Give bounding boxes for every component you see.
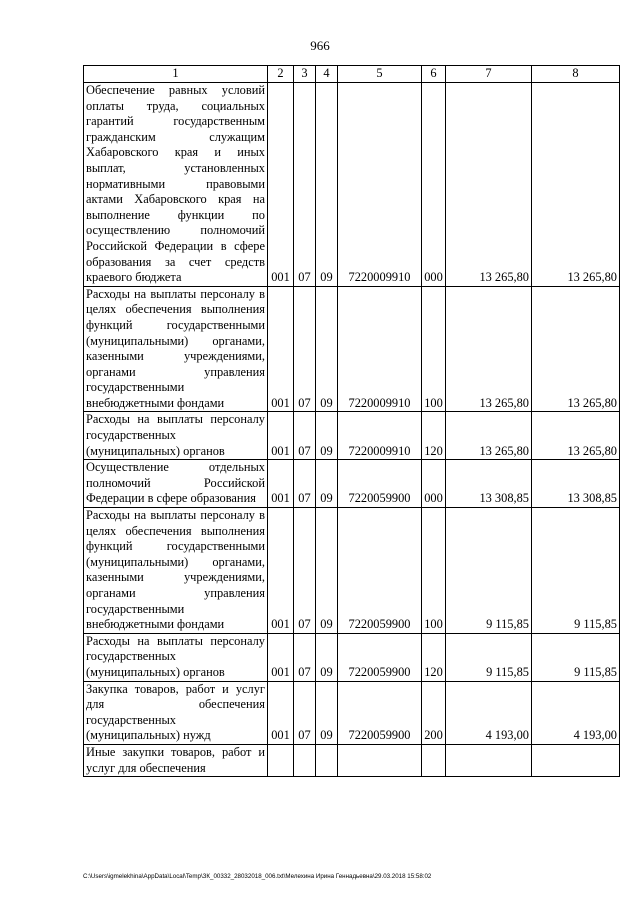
- row-code-3: 07: [294, 633, 316, 681]
- row-code-5: 7220059900: [338, 681, 422, 744]
- row-code-4: 09: [316, 412, 338, 460]
- footer-file-path: C:\Users\igmelekhina\AppData\Local\Temp\ЗК_00332_28032018_006.txt\Мелехина Ирина Геннадьевна\29.03.2018 15:58:02: [83, 873, 432, 880]
- page-number: 966: [310, 38, 330, 53]
- header-col-8: 8: [532, 66, 620, 83]
- row-code-4: 09: [316, 633, 338, 681]
- table-row: [84, 681, 620, 744]
- row-code-2: [268, 744, 294, 776]
- row-amount-7: 4 193,00: [446, 681, 532, 744]
- row-amount-8: 9 115,85: [532, 633, 620, 681]
- header-col-3: 3: [294, 66, 316, 83]
- row-code-2: 001: [268, 412, 294, 460]
- row-amount-8: [532, 744, 620, 776]
- row-name: Обеспечение равных условий оплаты труда, социальных гарантий государственным гражданским служащим Хабаровского края и иных выплат, установленных нормативными правовыми актами Хабаровского края на выполнение функции по осуществлению полномочий Российской Федерации в сфере образования за счет средств краевого бюджета: [84, 83, 268, 287]
- row-code-4: 09: [316, 681, 338, 744]
- row-amount-8: 13 308,85: [532, 460, 620, 508]
- row-code-6: [422, 744, 446, 776]
- table-row: [84, 633, 620, 681]
- header-row: [84, 66, 620, 83]
- table-row: [84, 744, 620, 776]
- row-code-6: 120: [422, 412, 446, 460]
- row-amount-7: 13 265,80: [446, 412, 532, 460]
- row-code-3: 07: [294, 460, 316, 508]
- row-code-3: 07: [294, 508, 316, 634]
- row-code-6: 120: [422, 633, 446, 681]
- row-code-2: 001: [268, 633, 294, 681]
- row-code-6: 100: [422, 286, 446, 412]
- table-row: [84, 508, 620, 634]
- row-code-6: 100: [422, 508, 446, 634]
- header-col-1: 1: [84, 66, 268, 83]
- row-code-6: 000: [422, 460, 446, 508]
- row-amount-7: 9 115,85: [446, 633, 532, 681]
- row-code-4: 09: [316, 83, 338, 287]
- header-col-7: 7: [446, 66, 532, 83]
- row-code-2: 001: [268, 681, 294, 744]
- row-amount-8: 4 193,00: [532, 681, 620, 744]
- header-col-4: 4: [316, 66, 338, 83]
- table-row: [84, 83, 620, 287]
- row-code-6: 200: [422, 681, 446, 744]
- row-code-2: 001: [268, 508, 294, 634]
- row-code-2: 001: [268, 286, 294, 412]
- row-code-3: 07: [294, 83, 316, 287]
- row-amount-7: 13 265,80: [446, 286, 532, 412]
- table-row: [84, 286, 620, 412]
- row-code-4: 09: [316, 508, 338, 634]
- row-amount-7: 13 265,80: [446, 83, 532, 287]
- row-code-3: 07: [294, 412, 316, 460]
- table-row: [84, 460, 620, 508]
- row-amount-8: 9 115,85: [532, 508, 620, 634]
- row-amount-8: 13 265,80: [532, 83, 620, 287]
- header-col-2: 2: [268, 66, 294, 83]
- row-amount-8: 13 265,80: [532, 286, 620, 412]
- row-code-4: 09: [316, 460, 338, 508]
- row-code-5: 7220059900: [338, 508, 422, 634]
- row-amount-7: 9 115,85: [446, 508, 532, 634]
- row-name: Закупка товаров, работ и услуг для обеспечения государственных (муниципальных) нужд: [84, 681, 268, 744]
- row-code-5: 7220059900: [338, 633, 422, 681]
- row-code-5: 7220059900: [338, 460, 422, 508]
- header-col-6: 6: [422, 66, 446, 83]
- row-code-2: 001: [268, 460, 294, 508]
- row-code-5: 7220009910: [338, 83, 422, 287]
- row-code-2: 001: [268, 83, 294, 287]
- row-name: Расходы на выплаты персоналу государственных (муниципальных) органов: [84, 412, 268, 460]
- row-name: Осуществление отдельных полномочий Российской Федерации в сфере образования: [84, 460, 268, 508]
- row-code-5: 7220009910: [338, 286, 422, 412]
- budget-table: [83, 65, 620, 777]
- table-row: [84, 412, 620, 460]
- row-code-3: 07: [294, 286, 316, 412]
- row-amount-8: 13 265,80: [532, 412, 620, 460]
- row-code-6: 000: [422, 83, 446, 287]
- row-amount-7: [446, 744, 532, 776]
- row-name: Расходы на выплаты персоналу государственных (муниципальных) органов: [84, 633, 268, 681]
- row-code-5: 7220009910: [338, 412, 422, 460]
- row-code-4: 09: [316, 286, 338, 412]
- row-amount-7: 13 308,85: [446, 460, 532, 508]
- header-col-5: 5: [338, 66, 422, 83]
- row-name: Иные закупки товаров, работ и услуг для обеспечения: [84, 744, 268, 776]
- row-code-4: [316, 744, 338, 776]
- row-code-3: 07: [294, 681, 316, 744]
- row-name: Расходы на выплаты персоналу в целях обеспечения выполнения функций государственными (муниципальными) органами, казенными учреждениями, органами управления государственными внебюджетными фондами: [84, 286, 268, 412]
- row-code-3: [294, 744, 316, 776]
- row-code-5: [338, 744, 422, 776]
- row-name: Расходы на выплаты персоналу в целях обеспечения выполнения функций государственными (муниципальными) органами, казенными учреждениями, органами управления государственными внебюджетными фондами: [84, 508, 268, 634]
